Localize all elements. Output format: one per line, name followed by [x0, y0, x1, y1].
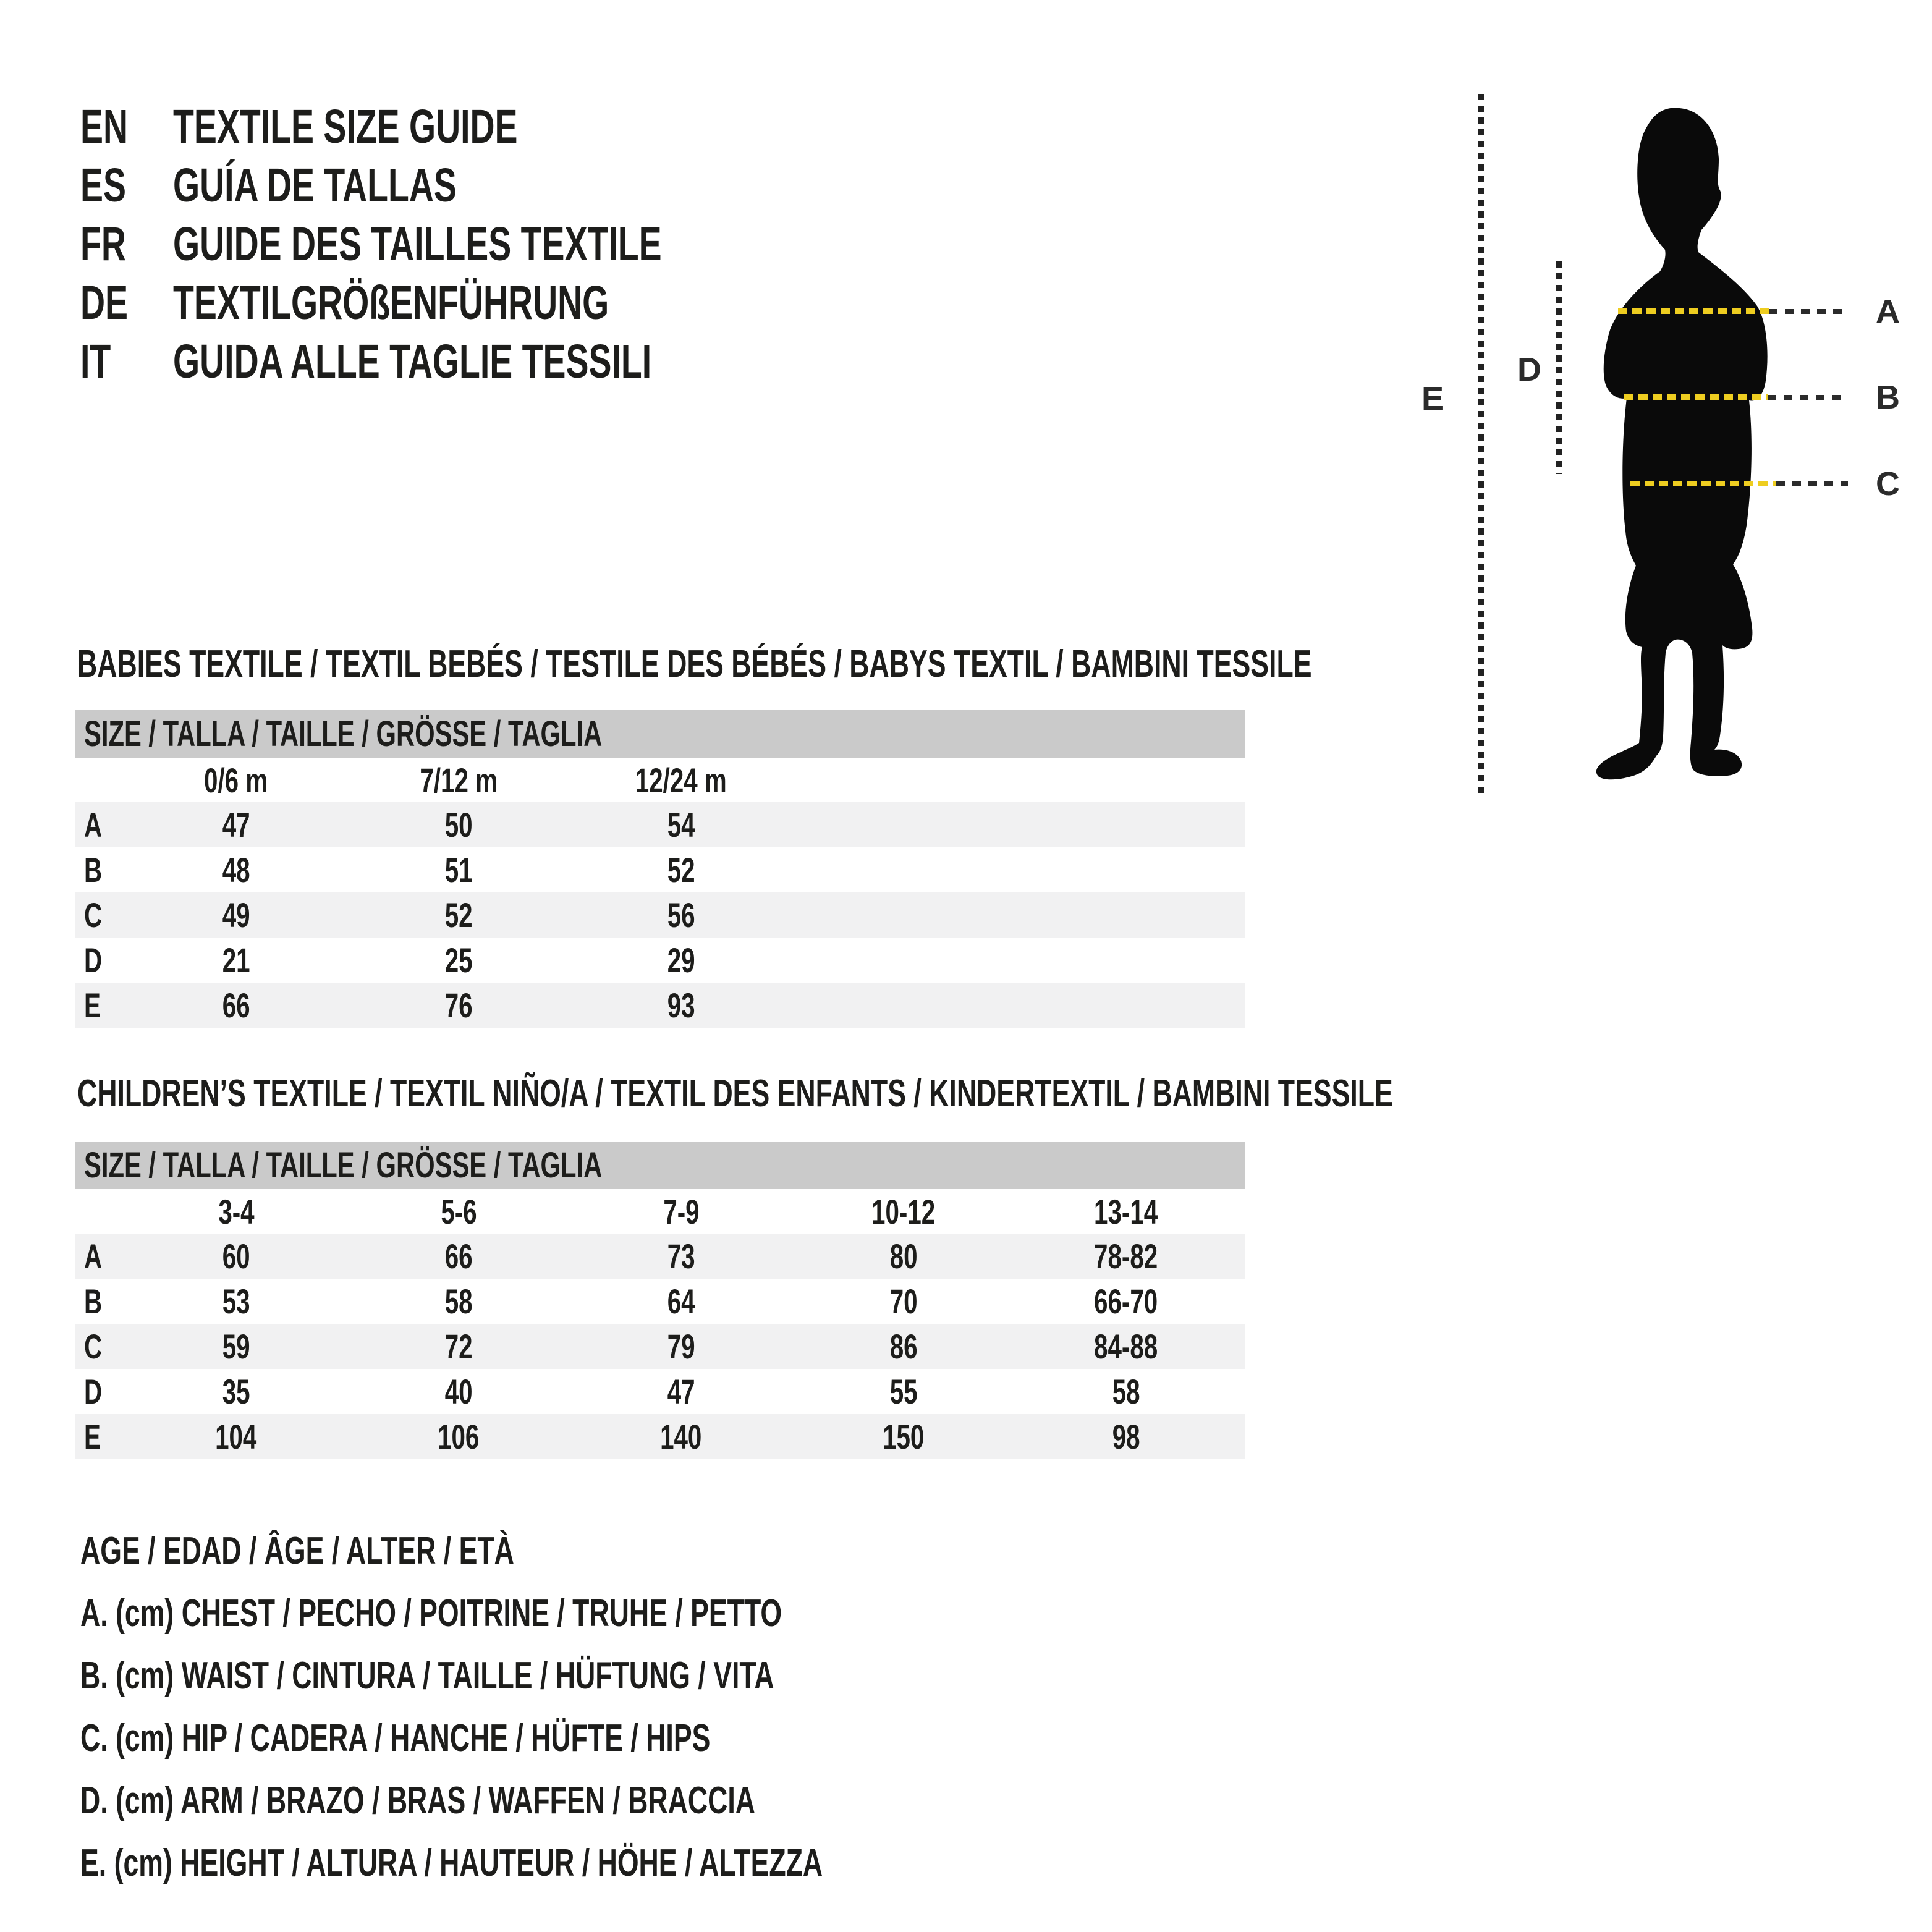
figure-label-e: E: [1421, 380, 1446, 417]
legend-line-chest: [80, 1582, 1055, 1645]
column-header: 12/24 m: [635, 760, 727, 800]
table-cell: 78-82: [1094, 1237, 1158, 1276]
figure-label-a: A: [1876, 293, 1901, 330]
legend-height-text: E. (cm) HEIGHT / ALTURA / HAUTEUR / HÖHE / ALTEZZA: [80, 1842, 823, 1884]
table-cell: 66: [444, 1237, 473, 1276]
figure-label-c: C: [1876, 465, 1901, 502]
table-cell: 93: [667, 986, 695, 1025]
table-cell: 58: [1112, 1372, 1140, 1411]
children-size-header-bar: [75, 1142, 1245, 1189]
row-label: C: [84, 1327, 103, 1366]
babies-section-title-text: BABIES TEXTILE / TEXTIL BEBÉS / TESTILE DES BÉBÉS / BABYS TEXTIL / BAMBINI TESSILE: [77, 643, 1312, 685]
legend-chest-text: A. (cm) CHEST / PECHO / POITRINE / TRUHE / PETTO: [80, 1592, 782, 1635]
column-header: 3-4: [218, 1192, 255, 1231]
chest-measure-line-a-dark: [1769, 309, 1848, 314]
lang-row-es: [0, 156, 1360, 215]
children-size-table: [75, 1189, 1245, 1459]
legend-line-arm: [80, 1769, 1018, 1832]
column-header-row: [75, 758, 1245, 802]
column-header-row: [75, 1189, 1245, 1234]
table-row-c: [75, 1324, 1245, 1369]
waist-measure-line-b-yellow: [1624, 394, 1768, 400]
legend-waist-text: B. (cm) WAIST / CINTURA / TAILLE / HÜFTUNG / VITA: [80, 1654, 774, 1697]
table-row-b: [75, 1279, 1245, 1324]
table-row-d: [75, 938, 1245, 983]
table-cell: 79: [667, 1327, 695, 1366]
row-label: E: [84, 986, 101, 1025]
lang-row-en: [0, 97, 1360, 156]
hip-measure-line-c-yellow: [1630, 481, 1776, 486]
table-cell: 35: [222, 1372, 250, 1411]
table-cell: 59: [222, 1327, 250, 1366]
table-row-e: [75, 1414, 1245, 1459]
figure-label-b: B: [1876, 379, 1901, 416]
row-label: B: [84, 1282, 103, 1321]
table-cell: 76: [444, 986, 473, 1025]
row-label: B: [84, 850, 103, 889]
table-cell: 72: [444, 1327, 473, 1366]
table-cell: 66-70: [1094, 1282, 1158, 1321]
table-cell: 53: [222, 1282, 250, 1321]
table-cell: 60: [222, 1237, 250, 1276]
lang-title-en: TEXTILE SIZE GUIDE: [173, 100, 518, 153]
column-header: 7/12 m: [420, 760, 498, 800]
table-cell: 25: [444, 941, 473, 980]
table-cell: 48: [222, 850, 250, 889]
lang-title-es: GUÍA DE TALLAS: [173, 159, 457, 212]
column-header: 13-14: [1094, 1192, 1158, 1231]
table-cell: 86: [889, 1327, 918, 1366]
legend-line-age: [80, 1520, 683, 1582]
table-cell: 55: [889, 1372, 918, 1411]
table-row-a: [75, 1234, 1245, 1279]
row-label: D: [84, 941, 103, 980]
table-cell: 54: [667, 805, 695, 844]
lang-title-fr: GUIDE DES TAILLES TEXTILE: [173, 218, 662, 271]
table-row-d: [75, 1369, 1245, 1414]
table-cell: 64: [667, 1282, 695, 1321]
table-cell: 140: [660, 1417, 702, 1456]
legend-age-text: AGE / EDAD / ÂGE / ALTER / ETÀ: [80, 1530, 514, 1572]
lang-title-de: TEXTILGRÖßENFÜHRUNG: [173, 276, 609, 329]
table-cell: 104: [215, 1417, 257, 1456]
table-cell: 52: [667, 850, 695, 889]
children-size-header-label: SIZE / TALLA / TAILLE / GRÖSSE / TAGLIA: [84, 1145, 603, 1185]
hip-measure-line-c-dark: [1776, 481, 1848, 486]
row-label: A: [84, 1237, 103, 1276]
table-cell: 70: [889, 1282, 918, 1321]
table-cell: 47: [222, 805, 250, 844]
babies-section-title: [77, 637, 1792, 692]
table-cell: 49: [222, 896, 250, 934]
table-cell: 51: [444, 850, 473, 889]
babies-size-header-label: SIZE / TALLA / TAILLE / GRÖSSE / TAGLIA: [84, 714, 603, 754]
lang-row-de: [0, 273, 1360, 333]
table-cell: 84-88: [1094, 1327, 1158, 1366]
table-cell: 50: [444, 805, 473, 844]
row-label: D: [84, 1372, 103, 1411]
arm-measure-line-d: [1556, 261, 1562, 474]
table-cell: 21: [222, 941, 250, 980]
legend-arm-text: D. (cm) ARM / BRAZO / BRAS / WAFFEN / BRACCIA: [80, 1779, 756, 1822]
legend-line-height: [80, 1832, 1111, 1894]
lang-code-es: ES: [80, 159, 126, 212]
table-cell: 40: [444, 1372, 473, 1411]
legend-line-hip: [80, 1707, 955, 1769]
children-section-title: [77, 1066, 1905, 1122]
lang-title-it: GUIDA ALLE TAGLIE TESSILI: [173, 335, 652, 388]
table-cell: 47: [667, 1372, 695, 1411]
table-cell: 29: [667, 941, 695, 980]
table-row-c: [75, 892, 1245, 938]
table-cell: 150: [883, 1417, 925, 1456]
table-row-e: [75, 983, 1245, 1028]
children-section-title-text: CHILDREN’S TEXTILE / TEXTIL NIÑO/A / TEXTIL DES ENFANTS / KINDERTEXTIL / BAMBINI TESSILE: [77, 1072, 1393, 1115]
lang-code-de: DE: [80, 276, 129, 329]
row-label: A: [84, 805, 103, 844]
waist-measure-line-b-dark: [1768, 395, 1848, 400]
table-cell: 80: [889, 1237, 918, 1276]
row-label: C: [84, 896, 103, 934]
table-row-a: [75, 802, 1245, 847]
legend-hip-text: C. (cm) HIP / CADERA / HANCHE / HÜFTE / HIPS: [80, 1717, 711, 1760]
lang-code-fr: FR: [80, 218, 126, 271]
column-header: 0/6 m: [204, 760, 268, 800]
table-row-b: [75, 847, 1245, 892]
row-label: E: [84, 1417, 101, 1456]
column-header: 7-9: [663, 1192, 700, 1231]
chest-measure-line-a-yellow: [1618, 308, 1769, 314]
column-header: 10-12: [871, 1192, 936, 1231]
table-cell: 66: [222, 986, 250, 1025]
table-cell: 106: [438, 1417, 480, 1456]
lang-code-it: IT: [80, 335, 111, 388]
table-cell: 73: [667, 1237, 695, 1276]
babies-size-header-bar: [75, 710, 1245, 758]
table-cell: 56: [667, 896, 695, 934]
column-header: 5-6: [440, 1192, 477, 1231]
table-cell: 52: [444, 896, 473, 934]
table-cell: 98: [1112, 1417, 1140, 1456]
lang-row-it: [0, 332, 1360, 391]
lang-row-fr: [0, 214, 1360, 274]
babies-size-table: [75, 758, 1245, 1028]
table-cell: 58: [444, 1282, 473, 1321]
legend-line-waist: [80, 1645, 1044, 1707]
lang-code-en: EN: [80, 100, 129, 153]
figure-label-d: D: [1517, 351, 1543, 388]
